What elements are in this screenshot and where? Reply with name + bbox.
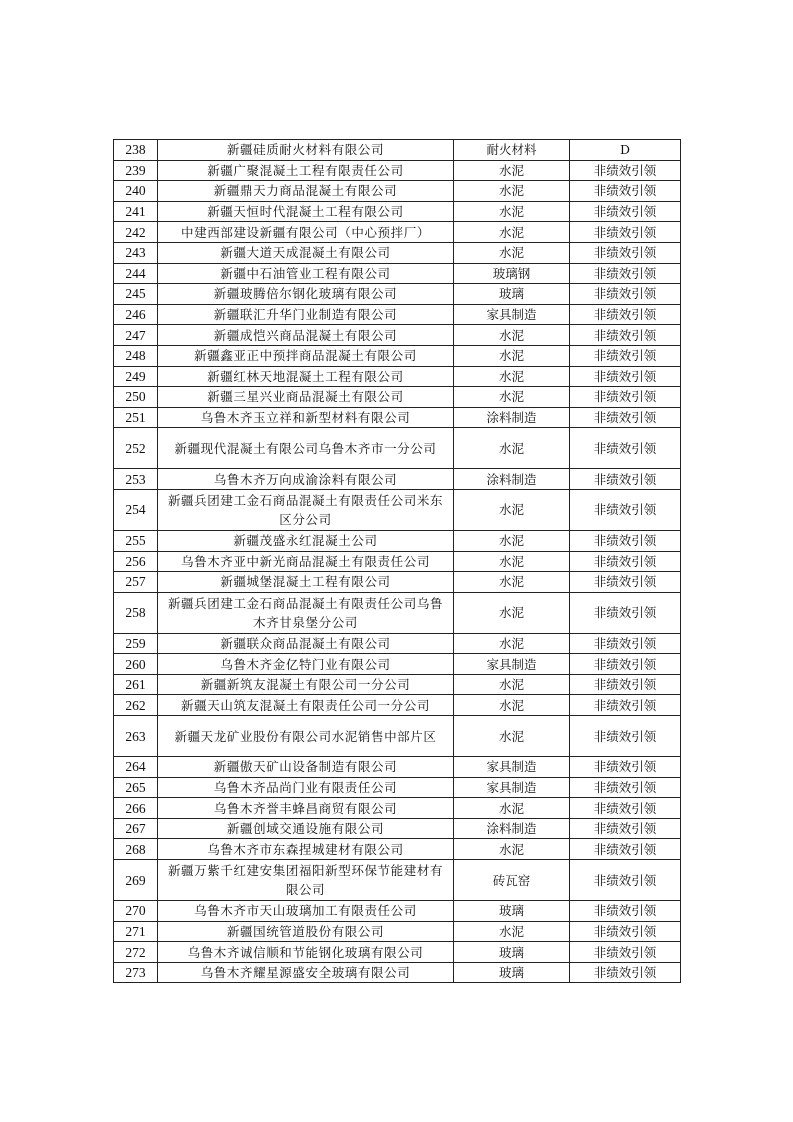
company-name-cell: 乌鲁木齐誉丰蜂昌商贸有限公司	[158, 798, 454, 819]
industry-cell: 水泥	[454, 325, 570, 346]
industry-cell: 家具制造	[454, 757, 570, 778]
industry-cell: 水泥	[454, 921, 570, 942]
grade-cell: 非绩效引领	[570, 530, 681, 551]
row-number-cell: 254	[114, 489, 158, 530]
table-row	[114, 942, 681, 963]
industry-cell: 水泥	[454, 387, 570, 408]
company-name-cell: 新疆鑫亚正中预拌商品混凝土有限公司	[158, 345, 454, 366]
table-row	[114, 366, 681, 387]
table-row	[114, 798, 681, 819]
company-name-cell: 新疆广聚混凝土工程有限责任公司	[158, 160, 454, 181]
company-name-cell: 新疆鼎天力商品混凝土有限公司	[158, 181, 454, 202]
company-name-cell: 新疆现代混凝土有限公司乌鲁木齐市一分公司	[158, 428, 454, 469]
grade-cell: 非绩效引领	[570, 942, 681, 963]
table-row	[114, 839, 681, 860]
row-number-cell: 270	[114, 901, 158, 922]
row-number-cell: 262	[114, 695, 158, 716]
company-name-cell: 新疆新筑友混凝土有限公司一分公司	[158, 674, 454, 695]
enterprise-table	[113, 139, 681, 983]
row-number-cell: 251	[114, 407, 158, 428]
grade-cell: 非绩效引领	[570, 818, 681, 839]
industry-cell: 水泥	[454, 716, 570, 757]
table-row	[114, 962, 681, 983]
row-number-cell: 266	[114, 798, 158, 819]
row-number-cell: 240	[114, 181, 158, 202]
table-row	[114, 572, 681, 593]
company-name-cell: 乌鲁木齐玉立祥和新型材料有限公司	[158, 407, 454, 428]
grade-cell: 非绩效引领	[570, 366, 681, 387]
company-name-cell: 新疆万紫千红建安集团福阳新型环保节能建材有限公司	[158, 860, 454, 901]
table-row	[114, 860, 681, 901]
row-number-cell: 248	[114, 345, 158, 366]
grade-cell: 非绩效引领	[570, 798, 681, 819]
industry-cell: 玻璃	[454, 962, 570, 983]
company-name-cell: 新疆天山筑友混凝土有限责任公司一分公司	[158, 695, 454, 716]
grade-cell: 非绩效引领	[570, 201, 681, 222]
table-row	[114, 757, 681, 778]
table-body	[114, 140, 681, 983]
company-name-cell: 新疆傲天矿山设备制造有限公司	[158, 757, 454, 778]
grade-cell: 非绩效引领	[570, 242, 681, 263]
company-name-cell: 乌鲁木齐耀星源盛安全玻璃有限公司	[158, 962, 454, 983]
table-row	[114, 695, 681, 716]
grade-cell: 非绩效引领	[570, 284, 681, 305]
table-row	[114, 222, 681, 243]
table-row	[114, 304, 681, 325]
company-name-cell: 新疆茂盛永红混凝土公司	[158, 530, 454, 551]
company-name-cell: 新疆创域交通设施有限公司	[158, 818, 454, 839]
table-row	[114, 674, 681, 695]
table-row	[114, 633, 681, 654]
grade-cell: 非绩效引领	[570, 345, 681, 366]
table-row	[114, 551, 681, 572]
row-number-cell: 259	[114, 633, 158, 654]
table-row	[114, 921, 681, 942]
industry-cell: 水泥	[454, 839, 570, 860]
grade-cell: 非绩效引领	[570, 160, 681, 181]
industry-cell: 水泥	[454, 242, 570, 263]
row-number-cell: 263	[114, 716, 158, 757]
company-name-cell: 新疆城堡混凝土工程有限公司	[158, 572, 454, 593]
row-number-cell: 239	[114, 160, 158, 181]
company-name-cell: 新疆兵团建工金石商品混凝土有限责任公司乌鲁木齐甘泉堡分公司	[158, 592, 454, 633]
grade-cell: 非绩效引领	[570, 716, 681, 757]
grade-cell: 非绩效引领	[570, 695, 681, 716]
row-number-cell: 258	[114, 592, 158, 633]
company-name-cell: 新疆成恺兴商品混凝土有限公司	[158, 325, 454, 346]
industry-cell: 砖瓦窑	[454, 860, 570, 901]
table-row	[114, 181, 681, 202]
row-number-cell: 260	[114, 654, 158, 675]
table-row	[114, 201, 681, 222]
row-number-cell: 256	[114, 551, 158, 572]
row-number-cell: 269	[114, 860, 158, 901]
row-number-cell: 252	[114, 428, 158, 469]
table-row	[114, 242, 681, 263]
company-name-cell: 乌鲁木齐亚中新光商品混凝土有限责任公司	[158, 551, 454, 572]
company-name-cell: 新疆国统管道股份有限公司	[158, 921, 454, 942]
table-row	[114, 284, 681, 305]
company-name-cell: 新疆联众商品混凝土有限公司	[158, 633, 454, 654]
table-row	[114, 818, 681, 839]
company-name-cell: 乌鲁木齐市天山玻璃加工有限责任公司	[158, 901, 454, 922]
industry-cell: 玻璃	[454, 901, 570, 922]
row-number-cell: 261	[114, 674, 158, 695]
row-number-cell: 246	[114, 304, 158, 325]
industry-cell: 水泥	[454, 181, 570, 202]
industry-cell: 涂料制造	[454, 818, 570, 839]
grade-cell: 非绩效引领	[570, 325, 681, 346]
industry-cell: 水泥	[454, 572, 570, 593]
company-name-cell: 新疆兵团建工金石商品混凝土有限责任公司米东区分公司	[158, 489, 454, 530]
row-number-cell: 243	[114, 242, 158, 263]
row-number-cell: 265	[114, 777, 158, 798]
row-number-cell: 264	[114, 757, 158, 778]
company-name-cell: 乌鲁木齐市东森捏城建材有限公司	[158, 839, 454, 860]
row-number-cell: 271	[114, 921, 158, 942]
grade-cell: 非绩效引领	[570, 860, 681, 901]
company-name-cell: 乌鲁木齐品尚门业有限责任公司	[158, 777, 454, 798]
grade-cell: 非绩效引领	[570, 407, 681, 428]
grade-cell: 非绩效引领	[570, 572, 681, 593]
table-row	[114, 387, 681, 408]
row-number-cell: 267	[114, 818, 158, 839]
company-name-cell: 新疆大道天成混凝土有限公司	[158, 242, 454, 263]
row-number-cell: 250	[114, 387, 158, 408]
industry-cell: 水泥	[454, 798, 570, 819]
grade-cell: 非绩效引领	[570, 181, 681, 202]
row-number-cell: 273	[114, 962, 158, 983]
table-row	[114, 469, 681, 490]
table-row	[114, 654, 681, 675]
industry-cell: 水泥	[454, 222, 570, 243]
grade-cell: 非绩效引领	[570, 489, 681, 530]
table-row	[114, 345, 681, 366]
table-row	[114, 901, 681, 922]
grade-cell: 非绩效引领	[570, 962, 681, 983]
grade-cell: 非绩效引领	[570, 304, 681, 325]
table-row	[114, 140, 681, 161]
grade-cell: 非绩效引领	[570, 551, 681, 572]
grade-cell: 非绩效引领	[570, 654, 681, 675]
table-row	[114, 160, 681, 181]
company-name-cell: 新疆天恒时代混凝土工程有限公司	[158, 201, 454, 222]
company-name-cell: 乌鲁木齐金亿特门业有限公司	[158, 654, 454, 675]
grade-cell: 非绩效引领	[570, 592, 681, 633]
industry-cell: 玻璃	[454, 942, 570, 963]
grade-cell: 非绩效引领	[570, 222, 681, 243]
grade-cell: 非绩效引领	[570, 633, 681, 654]
industry-cell: 耐火材料	[454, 140, 570, 161]
grade-cell: 非绩效引领	[570, 674, 681, 695]
industry-cell: 水泥	[454, 633, 570, 654]
grade-cell: 非绩效引领	[570, 757, 681, 778]
industry-cell: 水泥	[454, 592, 570, 633]
company-name-cell: 新疆三星兴业商品混凝土有限公司	[158, 387, 454, 408]
table-row	[114, 777, 681, 798]
company-name-cell: 新疆硅质耐火材料有限公司	[158, 140, 454, 161]
industry-cell: 家具制造	[454, 777, 570, 798]
industry-cell: 水泥	[454, 345, 570, 366]
industry-cell: 水泥	[454, 428, 570, 469]
company-name-cell: 乌鲁木齐诚信顺和节能钢化玻璃有限公司	[158, 942, 454, 963]
industry-cell: 玻璃	[454, 284, 570, 305]
grade-cell: 非绩效引领	[570, 777, 681, 798]
industry-cell: 水泥	[454, 489, 570, 530]
industry-cell: 水泥	[454, 695, 570, 716]
industry-cell: 玻璃钢	[454, 263, 570, 284]
grade-cell: 非绩效引领	[570, 428, 681, 469]
table-row	[114, 489, 681, 530]
company-name-cell: 新疆红林天地混凝土工程有限公司	[158, 366, 454, 387]
row-number-cell: 255	[114, 530, 158, 551]
row-number-cell: 245	[114, 284, 158, 305]
grade-cell: 非绩效引领	[570, 921, 681, 942]
row-number-cell: 272	[114, 942, 158, 963]
row-number-cell: 241	[114, 201, 158, 222]
row-number-cell: 253	[114, 469, 158, 490]
industry-cell: 涂料制造	[454, 407, 570, 428]
grade-cell: 非绩效引领	[570, 469, 681, 490]
company-name-cell: 新疆中石油管业工程有限公司	[158, 263, 454, 284]
company-name-cell: 新疆玻腾倍尔钢化玻璃有限公司	[158, 284, 454, 305]
row-number-cell: 268	[114, 839, 158, 860]
grade-cell: 非绩效引领	[570, 263, 681, 284]
row-number-cell: 247	[114, 325, 158, 346]
row-number-cell: 238	[114, 140, 158, 161]
company-name-cell: 乌鲁木齐万向成渝涂料有限公司	[158, 469, 454, 490]
industry-cell: 水泥	[454, 366, 570, 387]
industry-cell: 涂料制造	[454, 469, 570, 490]
industry-cell: 水泥	[454, 551, 570, 572]
row-number-cell: 249	[114, 366, 158, 387]
industry-cell: 水泥	[454, 160, 570, 181]
industry-cell: 水泥	[454, 530, 570, 551]
table-row	[114, 407, 681, 428]
grade-cell: 非绩效引领	[570, 839, 681, 860]
row-number-cell: 242	[114, 222, 158, 243]
table-row	[114, 530, 681, 551]
industry-cell: 家具制造	[454, 654, 570, 675]
table-row	[114, 325, 681, 346]
grade-cell: D	[570, 140, 681, 161]
row-number-cell: 244	[114, 263, 158, 284]
company-name-cell: 新疆联汇升华门业制造有限公司	[158, 304, 454, 325]
company-name-cell: 中建西部建设新疆有限公司（中心预拌厂）	[158, 222, 454, 243]
grade-cell: 非绩效引领	[570, 387, 681, 408]
industry-cell: 家具制造	[454, 304, 570, 325]
industry-cell: 水泥	[454, 201, 570, 222]
grade-cell: 非绩效引领	[570, 901, 681, 922]
table-row	[114, 592, 681, 633]
table-row	[114, 716, 681, 757]
company-name-cell: 新疆天龙矿业股份有限公司水泥销售中部片区	[158, 716, 454, 757]
table-row	[114, 428, 681, 469]
industry-cell: 水泥	[454, 674, 570, 695]
row-number-cell: 257	[114, 572, 158, 593]
table-row	[114, 263, 681, 284]
